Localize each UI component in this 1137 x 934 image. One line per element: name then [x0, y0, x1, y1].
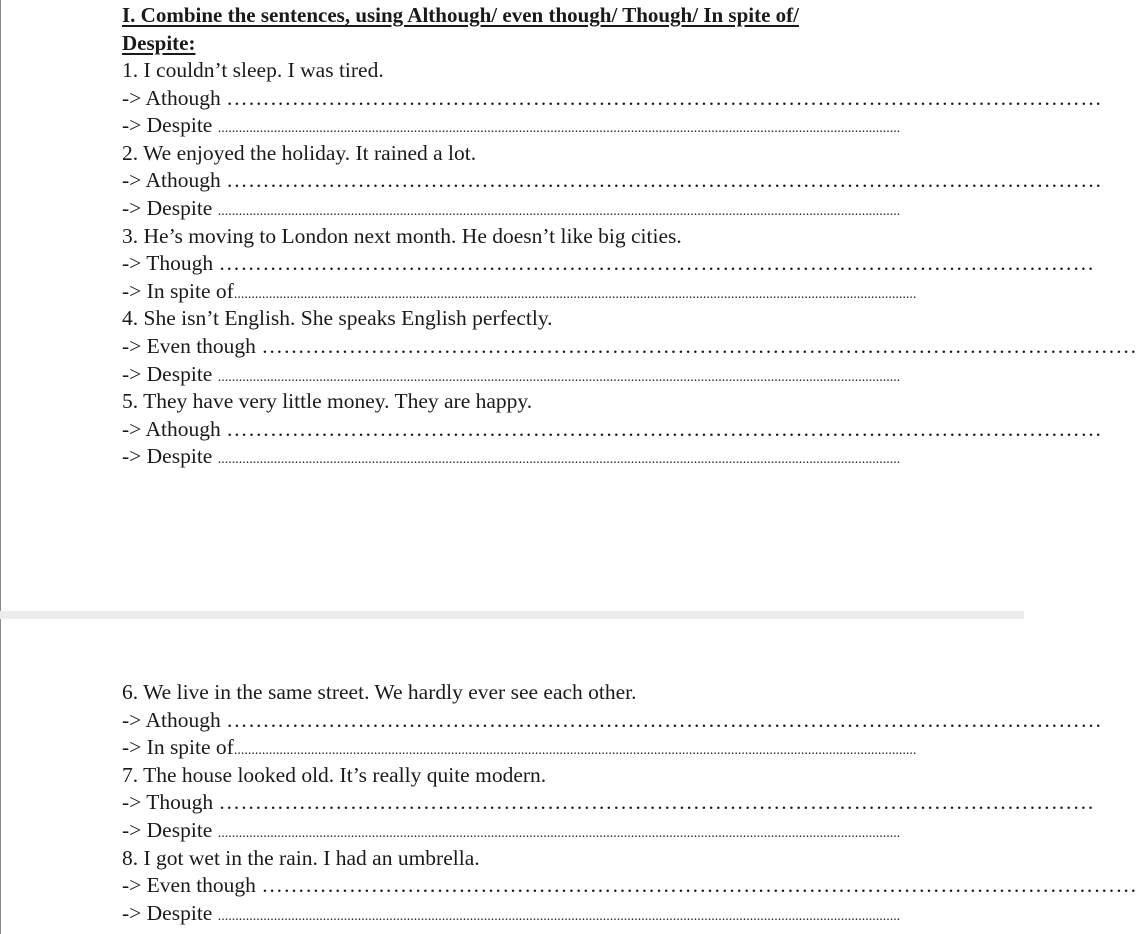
answer-prompt: -> Despite — [122, 900, 218, 925]
exercise-sentence: 7. The house looked old. It’s really quite modern. — [122, 762, 547, 787]
answer-line — [122, 817, 901, 845]
answer-blank: ................................................................................................................................................................................................... — [217, 369, 901, 385]
answer-prompt: -> Despite — [122, 113, 218, 138]
answer-prompt: -> Despite — [122, 817, 218, 842]
page-2-content — [122, 679, 1137, 927]
exercise-sentence: 6. We live in the same street. We hardly ever see each other. — [122, 680, 637, 704]
answer-prompt: -> Though — [122, 790, 219, 815]
page-1-content — [122, 1, 1137, 471]
answer-blank: ………………………………………………………………………………………………………… — [261, 873, 1137, 898]
answer-blank: ………………………………………………………………………………………………………… — [218, 790, 1095, 815]
answer-line — [122, 333, 1137, 361]
answer-blank: ................................................................................................................................................................................................... — [217, 452, 901, 468]
answer-line — [122, 443, 901, 471]
answer-blank: ………………………………………………………………………………………………………… — [226, 416, 1103, 441]
exercise-sentence: 2. We enjoyed the holiday. It rained a lot. — [122, 140, 477, 165]
answer-prompt: -> Athough — [122, 416, 227, 441]
answer-blank: ................................................................................................................................................................................................... — [233, 286, 917, 302]
exercise-sentence: 3. He’s moving to London next month. He doesn’t like big cities. — [122, 223, 682, 248]
answer-blank: ………………………………………………………………………………………………………… — [226, 85, 1103, 110]
answer-line — [122, 250, 1095, 278]
answer-line — [122, 872, 1137, 900]
answer-blank: ................................................................................................................................................................................................... — [217, 825, 901, 841]
answer-blank: ………………………………………………………………………………………………………… — [226, 707, 1103, 732]
exercise-sentence: 1. I couldn’t sleep. I was tired. — [122, 58, 384, 82]
answer-blank: ………………………………………………………………………………………………………… — [226, 168, 1103, 193]
answer-prompt: -> Though — [122, 251, 219, 276]
answer-line — [122, 112, 901, 140]
answer-line — [122, 789, 1095, 817]
answer-prompt: -> Even though — [122, 333, 262, 358]
answer-line — [122, 707, 1103, 735]
answer-prompt: -> Athough — [122, 707, 227, 732]
section-heading — [122, 1, 852, 57]
answer-line — [122, 167, 1103, 195]
answer-blank: ................................................................................................................................................................................................... — [233, 743, 917, 759]
exercise-sentence: 5. They have very little money. They are happy. — [122, 389, 533, 414]
answer-prompt: -> Even though — [122, 873, 262, 898]
answer-line — [122, 361, 901, 389]
answer-line — [122, 416, 1103, 444]
answer-prompt: -> Despite — [122, 444, 218, 469]
heading-line-2: Despite: — [122, 31, 196, 55]
page-2 — [0, 619, 1137, 934]
answer-prompt: -> In spite of — [122, 278, 234, 303]
answer-blank: ………………………………………………………………………………………………………… — [218, 251, 1095, 276]
exercise-sentence: 4. She isn’t English. She speaks English perfectly. — [122, 306, 553, 331]
heading-line-1: I. Combine the sentences, using Although/ even though/ Though/ In spite of/ — [122, 3, 800, 27]
exercise-sentence: 8. I got wet in the rain. I had an umbrella. — [122, 845, 480, 870]
page-separator — [0, 611, 1024, 619]
answer-line — [122, 85, 1103, 113]
answer-line — [122, 734, 917, 762]
answer-line — [122, 195, 901, 223]
answer-prompt: -> Despite — [122, 195, 218, 220]
answer-blank: ………………………………………………………………………………………………………… — [261, 333, 1137, 358]
answer-blank: ................................................................................................................................................................................................... — [217, 908, 901, 924]
answer-prompt: -> Despite — [122, 361, 218, 386]
answer-prompt: -> Athough — [122, 168, 227, 193]
answer-prompt: -> In spite of — [122, 735, 234, 760]
answer-blank: ................................................................................................................................................................................................... — [217, 121, 901, 137]
answer-prompt: -> Athough — [122, 85, 227, 110]
answer-line — [122, 278, 917, 306]
answer-line — [122, 900, 901, 928]
answer-blank: ................................................................................................................................................................................................... — [217, 203, 901, 219]
